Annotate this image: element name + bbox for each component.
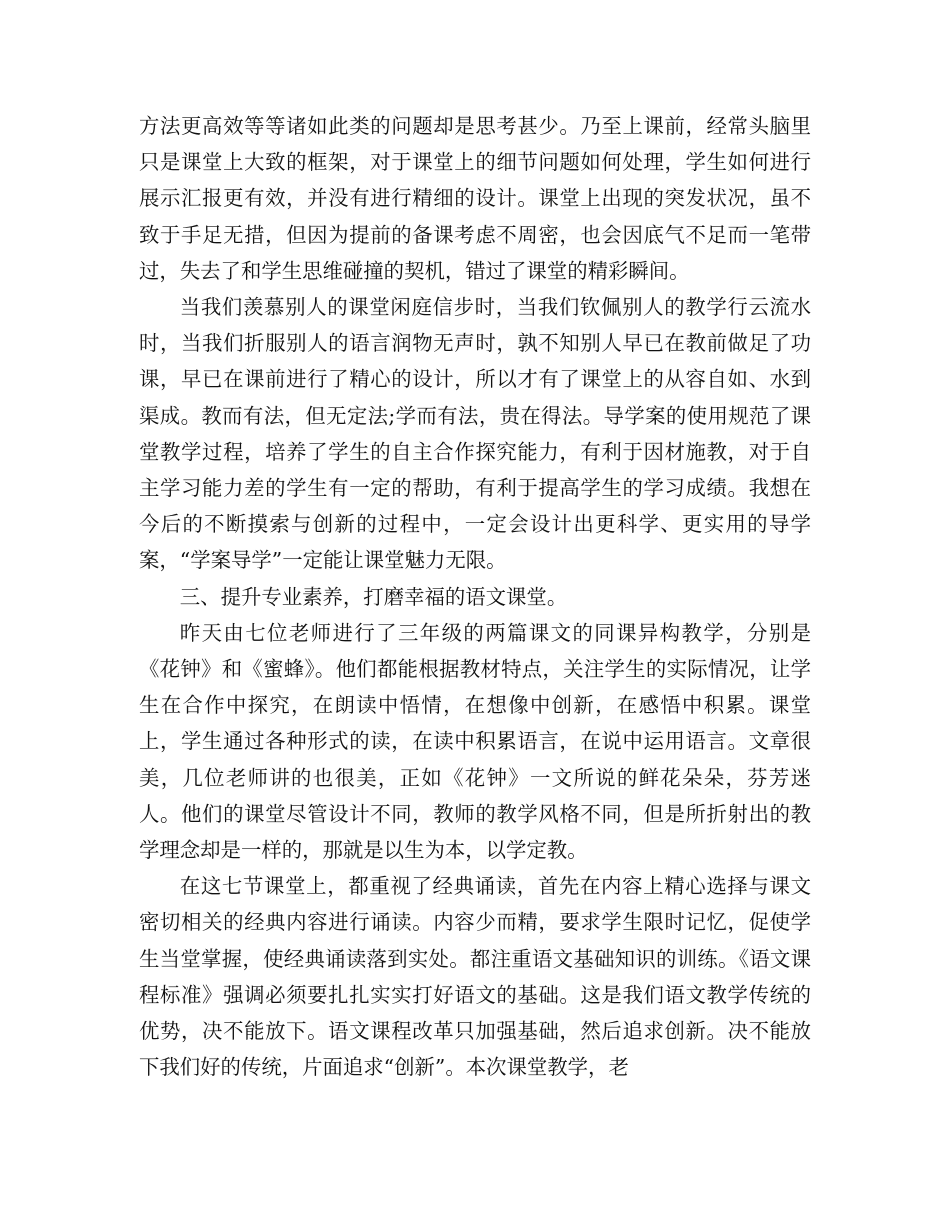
section-heading-3: 三、提升专业素养，打磨幸福的语文课堂。 <box>179 584 568 609</box>
paragraph-2: 当我们羡慕别人的课堂闲庭信步时，当我们钦佩别人的教学行云流水时，当我们折服别人的语言润物无声时，孰不知别人早已在教前做足了功课，早已在课前进行了精心的设计，所以才有了课堂上的从容自如、水到渠成。教而有法，但无定法;学而有法，贵在得法。导学案的使用规范了课堂教学过程，培养了学生的自主合作探究能力，有利于因材施教，对于自主学习能力差的学生有一定的帮助，有利于提高学生的学习成绩。我想在今后的不断摸索与创新的过程中，一定会设计出更科学、更实用的导学案，“学案导学”一定能让课堂魅力无限。 <box>139 295 811 573</box>
paragraph-1: 方法更高效等等诸如此类的问题却是思考甚少。乃至上课前，经常头脑里只是课堂上大致的框架，对于课堂上的细节问题如何处理，学生如何进行展示汇报更有效，并没有进行精细的设计。课堂上出现的突发状况，虽不致于手足无措，但因为提前的备课考虑不周密，也会因底气不足而一笔带过，失去了和学生思维碰撞的契机，错过了课堂的精彩瞬间。 <box>139 114 811 283</box>
document-body <box>139 108 811 1085</box>
paragraph-5: 在这七节课堂上，都重视了经典诵读，首先在内容上精心选择与课文密切相关的经典内容进行诵读。内容少而精，要求学生限时记忆，促使学生当堂掌握，使经典诵读落到实处。都注重语文基础知识的训练。《语文课程标准》强调必须要扎扎实实打好语文的基础。这是我们语文教学传统的优势，决不能放下。语文课程改革只加强基础，然后追求创新。决不能放下我们好的传统，片面追求“创新”。本次课堂教学，老 <box>139 874 811 1080</box>
paragraph-4: 昨天由七位老师进行了三年级的两篇课文的同课异构教学，分别是《花钟》和《蜜蜂》。他们都能根据教材特点，关注学生的实际情况，让学生在合作中探究，在朗读中悟情，在想像中创新，在感悟中积累。课堂上，学生通过各种形式的读，在读中积累语言，在说中运用语言。文章很美，几位老师讲的也很美，正如《花钟》一文所说的鲜花朵朵，芬芳迷人。他们的课堂尽管设计不同，教师的教学风格不同，但是所折射出的教学理念却是一样的，那就是以生为本，以学定教。 <box>139 620 811 863</box>
